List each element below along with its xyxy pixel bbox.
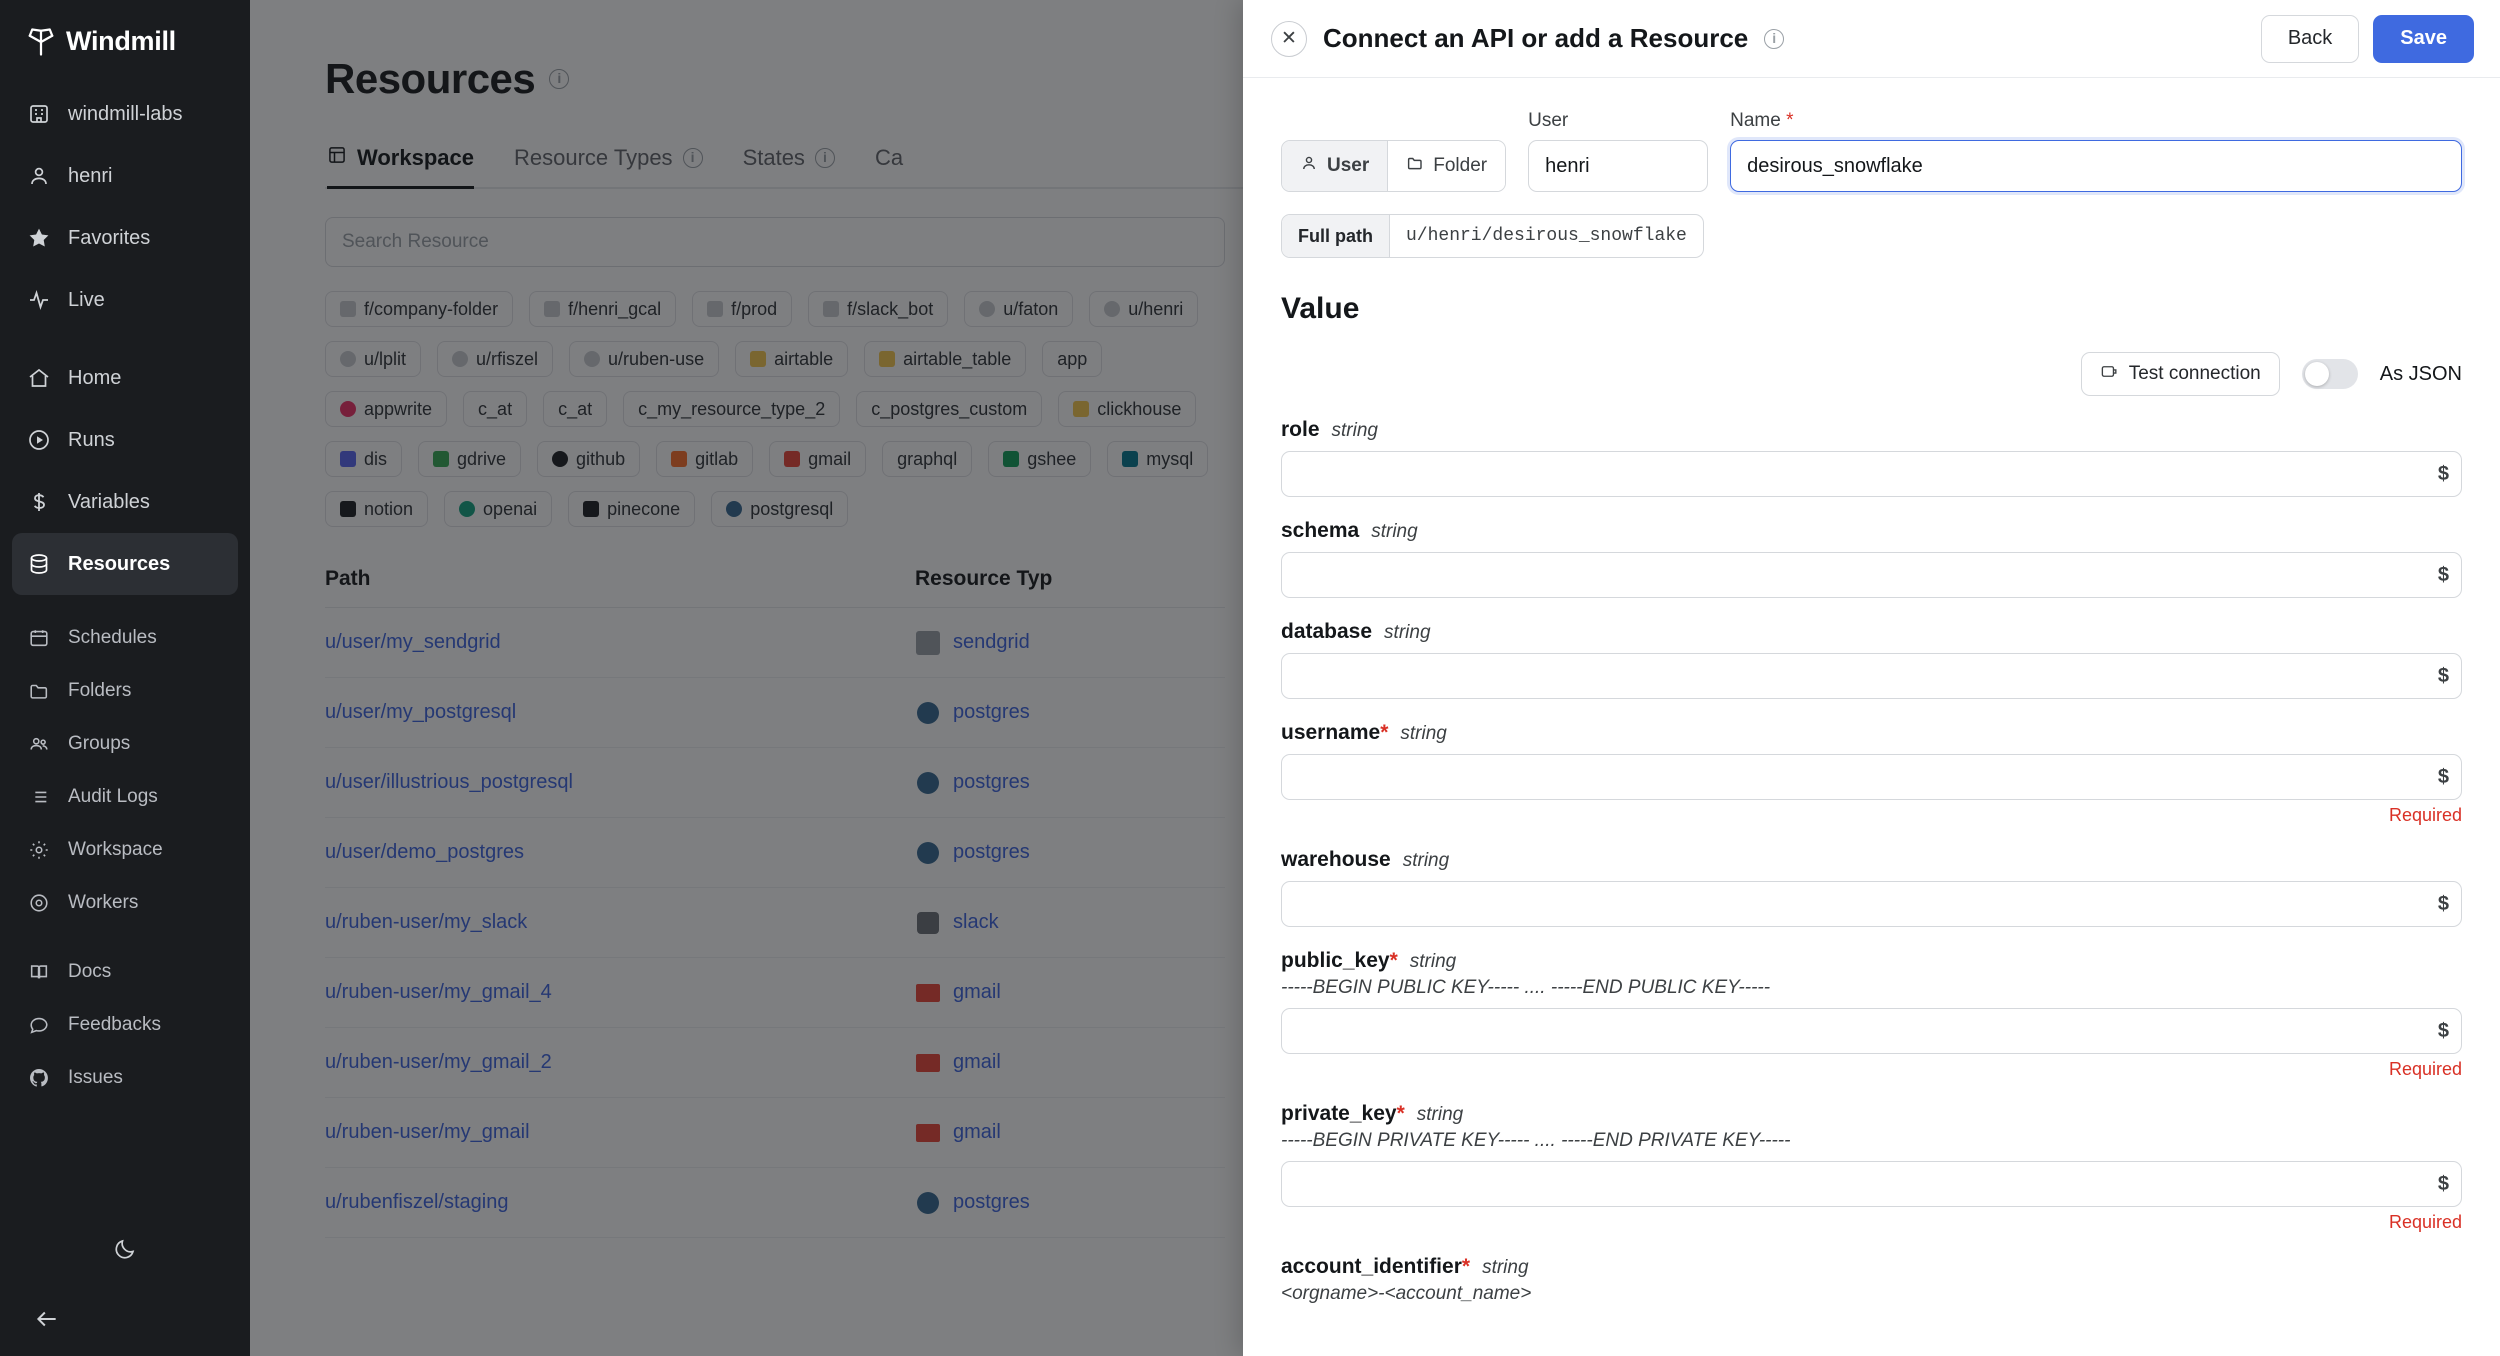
property-header	[1281, 418, 2462, 442]
property-input[interactable]	[1281, 552, 2462, 598]
property-header	[1281, 519, 2462, 543]
property-type: string	[1402, 850, 1450, 871]
user-icon	[26, 163, 52, 189]
sidebar-item-label: Workers	[68, 891, 139, 913]
property-type: string	[1371, 521, 1418, 542]
property-name-text: account_identifier	[1281, 1255, 1462, 1278]
property-input[interactable]	[1281, 451, 2462, 497]
property-input[interactable]	[1281, 1008, 2462, 1054]
property-name	[1281, 1102, 1405, 1126]
full-path-value: u/henri/desirous_snowflake	[1406, 226, 1687, 246]
sidebar-item-label: Variables	[68, 490, 150, 513]
sidebar-item-label: Workspace	[68, 838, 163, 860]
property-description: -----BEGIN PRIVATE KEY----- .... -----END PRIVATE KEY-----	[1281, 1130, 1791, 1151]
activity-icon	[26, 287, 52, 313]
property-type: string	[1482, 1257, 1529, 1278]
github-icon	[26, 1065, 52, 1091]
property-header	[1281, 1255, 2462, 1279]
sidebar-item-live[interactable]	[0, 269, 250, 331]
property-name: schema	[1281, 519, 1360, 542]
sidebar-divider	[0, 331, 250, 347]
groups-icon	[26, 731, 52, 757]
sidebar-item-user[interactable]	[0, 145, 250, 207]
windmill-logo-icon	[26, 27, 56, 57]
required-marker: *	[1461, 1255, 1471, 1278]
folder-icon	[26, 678, 52, 704]
user-field-label: User	[1528, 110, 1569, 131]
sidebar-item-label: Docs	[68, 960, 112, 982]
star-icon	[26, 225, 52, 251]
toggle-knob	[2305, 362, 2329, 386]
name-field-group	[1730, 110, 2462, 192]
property-input[interactable]	[1281, 754, 2462, 800]
back-button[interactable]: Back	[2261, 15, 2359, 63]
name-input[interactable]	[1730, 140, 2462, 192]
property-header	[1281, 1102, 2462, 1126]
sidebar-divider-2	[0, 595, 250, 611]
sidebar-item-runs[interactable]	[0, 409, 250, 471]
resource-drawer	[1243, 0, 2500, 1356]
sidebar-item-label: Folders	[68, 679, 132, 701]
user-field-group	[1528, 110, 1708, 192]
dollar-icon[interactable]: $	[2437, 462, 2449, 485]
sidebar-item-folders[interactable]	[0, 664, 250, 717]
user-input[interactable]	[1528, 140, 1708, 192]
list-icon	[26, 784, 52, 810]
property-error: Required	[2388, 805, 2462, 825]
calendar-icon	[26, 625, 52, 651]
sidebar-item-schedules[interactable]	[0, 611, 250, 664]
property-input[interactable]	[1281, 653, 2462, 699]
property-description: -----BEGIN PUBLIC KEY----- .... -----END PUBLIC KEY-----	[1281, 977, 1771, 998]
drawer-body	[1243, 78, 2500, 1356]
database-icon	[26, 551, 52, 577]
required-marker: *	[1389, 949, 1398, 972]
arrow-left-icon	[34, 1306, 60, 1337]
property-name: warehouse	[1281, 848, 1391, 871]
sidebar-item-label: Live	[68, 288, 105, 311]
user-label: henri	[68, 164, 113, 187]
test-connection-button[interactable]	[2081, 352, 2280, 396]
building-icon	[26, 101, 52, 127]
dollar-icon	[26, 489, 52, 515]
plug-icon	[2100, 362, 2119, 387]
property-header	[1281, 848, 2462, 872]
test-connection-label: Test connection	[2128, 363, 2261, 384]
sidebar-item-variables[interactable]	[0, 471, 250, 533]
property-name	[1281, 721, 1388, 745]
sidebar-item-resources[interactable]	[12, 533, 238, 595]
brand[interactable]	[0, 0, 250, 83]
owner-type-label: User	[1327, 155, 1370, 176]
property-name: role	[1281, 418, 1320, 441]
sidebar-item-label: Feedbacks	[68, 1013, 161, 1035]
sidebar-bottom	[0, 1216, 250, 1356]
property-name: database	[1281, 620, 1373, 643]
sidebar-item-workspace[interactable]	[0, 823, 250, 876]
as-json-label: As JSON	[2379, 362, 2462, 385]
property-account-identifier	[1281, 1255, 2462, 1305]
full-path	[1281, 214, 1704, 258]
identity-row	[1281, 110, 2462, 192]
owner-type-folder[interactable]	[1387, 141, 1505, 191]
sidebar	[0, 0, 250, 1356]
required-marker: *	[1396, 1102, 1405, 1125]
play-icon	[26, 427, 52, 453]
property-type: string	[1331, 420, 1378, 441]
property-warehouse	[1281, 848, 2462, 927]
sidebar-item-issues[interactable]	[0, 1051, 250, 1104]
user-icon	[1300, 154, 1318, 178]
property-role	[1281, 418, 2462, 497]
gear-icon	[26, 837, 52, 863]
property-header	[1281, 620, 2462, 644]
moon-icon	[113, 1237, 137, 1266]
sidebar-item-docs[interactable]	[0, 945, 250, 998]
sidebar-item-label: Issues	[68, 1066, 123, 1088]
required-marker: *	[1380, 721, 1389, 744]
home-icon	[26, 365, 52, 391]
name-input-value: desirous_snowflake	[1747, 154, 1923, 177]
owner-type-toggle	[1281, 140, 1506, 192]
close-icon[interactable]: ✕	[1271, 21, 1307, 57]
book-icon	[26, 959, 52, 985]
save-button[interactable]: Save	[2373, 15, 2474, 63]
property-error: Required	[2388, 1212, 2462, 1232]
property-username	[1281, 721, 2462, 826]
owner-type-user[interactable]	[1282, 141, 1387, 191]
property-name	[1281, 1255, 1470, 1279]
dollar-icon[interactable]: $	[2437, 765, 2449, 788]
owner-type-label: Folder	[1433, 155, 1488, 176]
property-type: string	[1409, 951, 1457, 972]
property-type: string	[1384, 622, 1431, 643]
dollar-icon[interactable]: $	[2437, 563, 2449, 586]
collapse-sidebar-button[interactable]	[0, 1286, 250, 1356]
name-label-text: Name	[1730, 110, 1781, 131]
dollar-icon[interactable]: $	[2437, 1172, 2449, 1195]
property-private-key	[1281, 1102, 2462, 1233]
drawer-header	[1243, 0, 2500, 78]
folder-icon	[1406, 154, 1424, 178]
property-header	[1281, 949, 2462, 973]
as-json-toggle[interactable]	[2302, 359, 2358, 389]
property-public-key	[1281, 949, 2462, 1080]
full-path-label: Full path	[1282, 215, 1390, 257]
property-name-text: username	[1281, 721, 1381, 744]
cpu-icon	[26, 890, 52, 916]
property-name-text: private_key	[1281, 1102, 1397, 1125]
property-name	[1281, 949, 1398, 973]
message-icon	[26, 1012, 52, 1038]
sidebar-item-label: Home	[68, 366, 122, 389]
workspace-label: windmill-labs	[68, 102, 183, 125]
brand-name: Windmill	[66, 26, 176, 56]
value-toolbar	[1281, 352, 2462, 396]
sidebar-item-label: Schedules	[68, 626, 157, 648]
property-input[interactable]	[1281, 1161, 2462, 1207]
dollar-icon[interactable]: $	[2437, 664, 2449, 687]
value-section-title: Value	[1281, 292, 1360, 325]
name-field-label	[1730, 110, 2462, 132]
property-schema	[1281, 519, 2462, 598]
sidebar-item-label: Audit Logs	[68, 785, 158, 807]
sidebar-item-groups[interactable]	[0, 717, 250, 770]
property-header	[1281, 721, 2462, 745]
sidebar-item-label: Favorites	[68, 226, 151, 249]
drawer-title: Connect an API or add a Resource	[1323, 23, 1749, 53]
sidebar-item-audit-logs[interactable]	[0, 770, 250, 823]
drawer-header-actions	[2261, 15, 2474, 63]
dollar-icon[interactable]: $	[2437, 1019, 2449, 1042]
property-error: Required	[2388, 1059, 2462, 1079]
property-database	[1281, 620, 2462, 699]
sidebar-item-label: Groups	[68, 732, 131, 754]
theme-toggle[interactable]	[0, 1216, 250, 1286]
property-type: string	[1416, 1104, 1464, 1125]
user-input-value: henri	[1545, 154, 1590, 177]
sidebar-item-feedbacks[interactable]	[0, 998, 250, 1051]
sidebar-item-workspace-name[interactable]	[0, 83, 250, 145]
sidebar-item-label: Runs	[68, 428, 115, 451]
sidebar-divider-3	[0, 929, 250, 945]
property-type: string	[1400, 723, 1447, 744]
sidebar-item-workers[interactable]	[0, 876, 250, 929]
property-name-text: public_key	[1281, 949, 1390, 972]
sidebar-item-home[interactable]	[0, 347, 250, 409]
dollar-icon[interactable]: $	[2437, 892, 2449, 915]
sidebar-item-favorites[interactable]	[0, 207, 250, 269]
info-icon[interactable]: i	[1764, 29, 1784, 49]
property-input[interactable]	[1281, 881, 2462, 927]
property-description: <orgname>-<account_name>	[1281, 1283, 1532, 1304]
sidebar-item-label: Resources	[68, 552, 171, 575]
required-marker: *	[1786, 110, 1794, 131]
